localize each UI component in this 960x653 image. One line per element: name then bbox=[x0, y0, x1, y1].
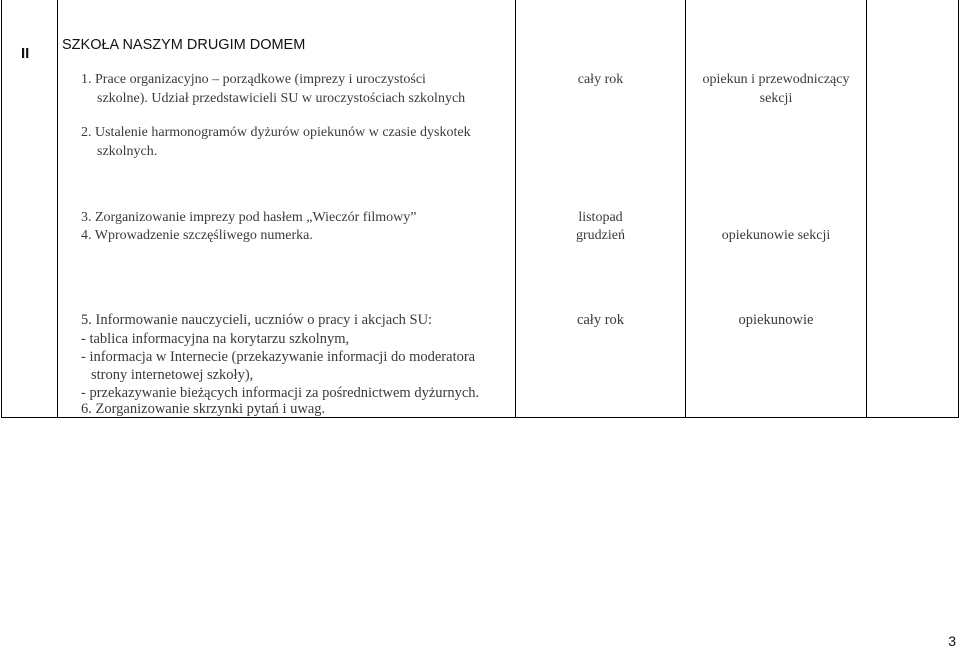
item-1-line-2: szkolne). Udział przedstawicieli SU w uroczystościach szkolnych bbox=[97, 91, 466, 106]
item-1-responsible-line-2: sekcji bbox=[759, 91, 793, 106]
item-5-line-5: - przekazywanie bieżących informacji za pośrednictwem dyżurnych. bbox=[81, 385, 480, 401]
row-number: II bbox=[21, 45, 30, 62]
item-3-line: 3. Zorganizowanie imprezy pod hasłem „Wieczór filmowy” bbox=[81, 210, 417, 225]
table-divider-col1 bbox=[57, 0, 58, 418]
item-1-term: cały rok bbox=[577, 72, 624, 87]
item-2-line-1: 2. Ustalenie harmonogramów dyżurów opiekunów w czasie dyskotek bbox=[81, 125, 471, 140]
item-6-line: 6. Zorganizowanie skrzynki pytań i uwag. bbox=[81, 401, 326, 417]
item-5-line-1: 5. Informowanie nauczycieli, uczniów o pracy i akcjach SU: bbox=[81, 312, 433, 328]
item-1-line-1: 1. Prace organizacyjno – porządkowe (imprezy i uroczystości bbox=[81, 72, 426, 87]
table-border-left bbox=[1, 0, 2, 418]
item-4-line: 4. Wprowadzenie szczęśliwego numerka. bbox=[81, 228, 313, 243]
item-5-term: cały rok bbox=[576, 312, 625, 328]
item-5-line-3: - informacja w Internecie (przekazywanie informacji do moderatora bbox=[81, 349, 476, 365]
item-5-responsible: opiekunowie bbox=[738, 312, 814, 328]
item-2-line-2: szkolnych. bbox=[97, 144, 158, 159]
item-4-responsible: opiekunowie sekcji bbox=[721, 228, 831, 243]
item-5-line-2: - tablica informacyjna na korytarzu szkolnym, bbox=[81, 331, 350, 347]
item-3-term: listopad bbox=[578, 210, 623, 225]
table-divider-col4 bbox=[866, 0, 867, 418]
table-border-right bbox=[958, 0, 959, 418]
item-4-term: grudzień bbox=[576, 228, 625, 243]
section-title: SZKOŁA NASZYM DRUGIM DOMEM bbox=[62, 37, 306, 53]
table-divider-col3 bbox=[685, 0, 686, 418]
page-number: 3 bbox=[948, 633, 956, 649]
item-1-responsible-line-1: opiekun i przewodniczący bbox=[702, 72, 850, 87]
item-5-line-4: strony internetowej szkoły), bbox=[91, 367, 254, 383]
